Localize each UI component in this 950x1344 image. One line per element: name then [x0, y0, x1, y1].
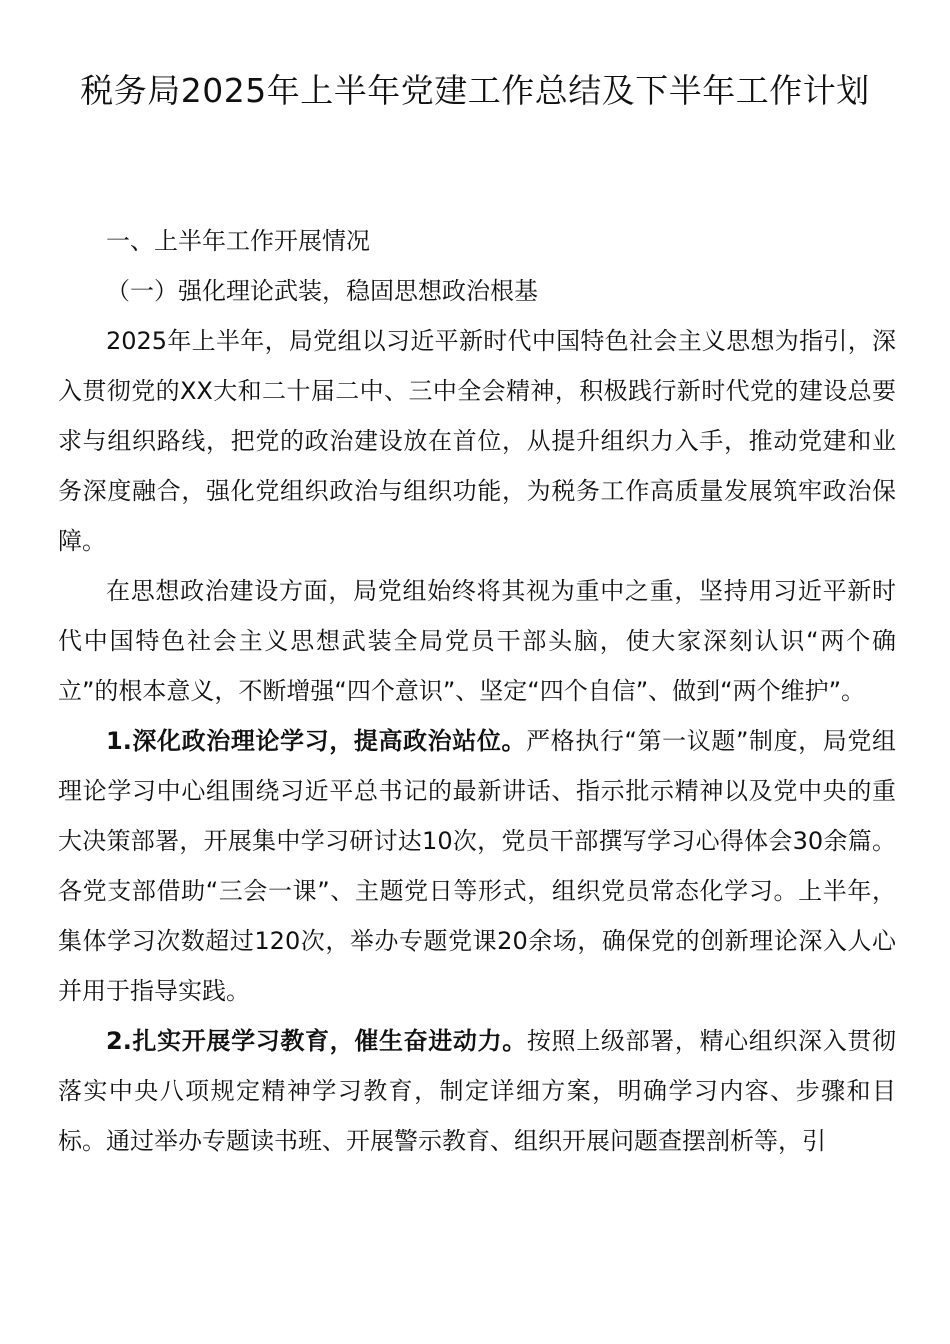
subsection-heading: （一）强化理论武装，稳固思想政治根基	[106, 277, 538, 305]
numbered-item	[58, 1016, 896, 1166]
section-heading: 一、上半年工作开展情况	[106, 227, 370, 255]
item-text: 严格执行“第一议题”制度，局党组理论学习中心组围绕习近平总书记的最新讲话、指示批示精神以及党中央的重大决策部署，开展集中学习研讨达10次，党员干部撰写学习心得体会30余篇。各党支部借助“三会一课”、主题党日等形式，组织党员常态化学习。上半年，集体学习次数超过120次，举办专题党课20余场，确保党的创新理论深入人心并用于指导实践。	[58, 727, 896, 1005]
item-lead: 1.深化政治理论学习，提高政治站位。	[106, 727, 527, 755]
document-body	[58, 216, 896, 1166]
item-text: 按照上级部署，精心组织深入贯彻落实中央八项规定精神学习教育，制定详细方案，明确学习内容、步骤和目标。通过举办专题读书班、开展警示教育、组织开展问题查摆剖析等，引	[58, 1027, 896, 1155]
item-lead: 2.扎实开展学习教育，催生奋进动力。	[106, 1027, 527, 1055]
paragraph: 2025年上半年，局党组以习近平新时代中国特色社会主义思想为指引，深入贯彻党的XX大和二十届二中、三中全会精神，积极践行新时代党的建设总要求与组织路线，把党的政治建设放在首位，从提升组织力入手，推动党建和业务深度融合，强化党组织政治与组织功能，为税务工作高质量发展筑牢政治保障。	[58, 327, 896, 555]
document-title: 税务局2025年上半年党建工作总结及下半年工作计划	[80, 71, 870, 110]
numbered-item	[58, 716, 896, 1016]
paragraph: 在思想政治建设方面，局党组始终将其视为重中之重，坚持用习近平新时代中国特色社会主义思想武装全局党员干部头脑，使大家深刻认识“两个确立”的根本意义，不断增强“四个意识”、坚定“四个自信”、做到“两个维护”。	[58, 577, 896, 705]
